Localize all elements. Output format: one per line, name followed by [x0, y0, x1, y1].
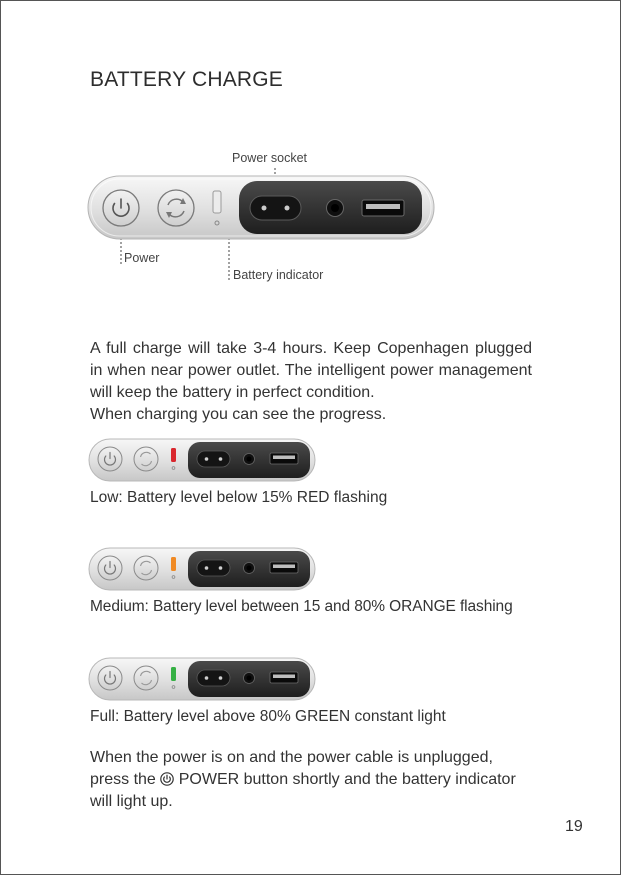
power-label: Power	[124, 251, 160, 265]
footer-line-2: press the POWER button shortly and the battery indicator	[90, 771, 516, 788]
battery-led	[171, 667, 176, 681]
power-icon	[98, 556, 122, 580]
page-title: BATTERY CHARGE	[90, 68, 284, 91]
power-socket-icon	[197, 451, 230, 467]
page-number: 19	[565, 818, 583, 835]
refresh-icon	[134, 447, 158, 471]
progress-line: When charging you can see the progress.	[90, 406, 387, 423]
battery-indicator-label: Battery indicator	[233, 268, 324, 282]
medium-battery-caption: Medium: Battery level between 15 and 80% ORANGE flashing	[90, 598, 513, 615]
footer-line-1: When the power is on and the power cable is unplugged,	[90, 749, 493, 766]
power-socket-icon	[197, 560, 230, 576]
usb-port-icon	[270, 672, 298, 683]
intro-paragraph: A full charge will take 3-4 hours. Keep Copenhagen plugged in when near power outlet. The intelligent power management will keep the battery in perfect condition.	[90, 340, 532, 401]
low-battery-caption: Low: Battery level below 15% RED flashing	[90, 489, 388, 506]
usb-port-icon	[362, 200, 404, 216]
intro-text	[90, 338, 532, 426]
power-icon[interactable]	[103, 190, 139, 226]
usb-port-icon	[270, 453, 298, 464]
refresh-icon	[134, 666, 158, 690]
power-socket-icon	[197, 670, 230, 686]
refresh-icon	[134, 556, 158, 580]
refresh-icon[interactable]	[158, 190, 194, 226]
power-icon	[98, 666, 122, 690]
audio-jack-icon	[244, 563, 255, 574]
footer-note	[90, 747, 550, 813]
full-battery-caption: Full: Battery level above 80% GREEN constant light	[90, 708, 446, 725]
power-socket-icon	[250, 196, 301, 220]
footer-line-3: will light up.	[90, 793, 173, 810]
power-icon-inline	[160, 772, 174, 786]
battery-led	[171, 448, 176, 462]
main-device-panel	[0, 160, 621, 360]
device-low-battery	[88, 437, 318, 483]
audio-jack-icon	[244, 673, 255, 684]
power-socket-label: Power socket	[232, 151, 308, 165]
device-full-battery	[88, 656, 318, 702]
device-medium-battery	[88, 546, 318, 592]
usb-port-icon	[270, 562, 298, 573]
battery-led	[171, 557, 176, 571]
audio-jack-icon	[244, 454, 255, 465]
audio-jack-icon	[327, 200, 344, 217]
power-icon	[98, 447, 122, 471]
